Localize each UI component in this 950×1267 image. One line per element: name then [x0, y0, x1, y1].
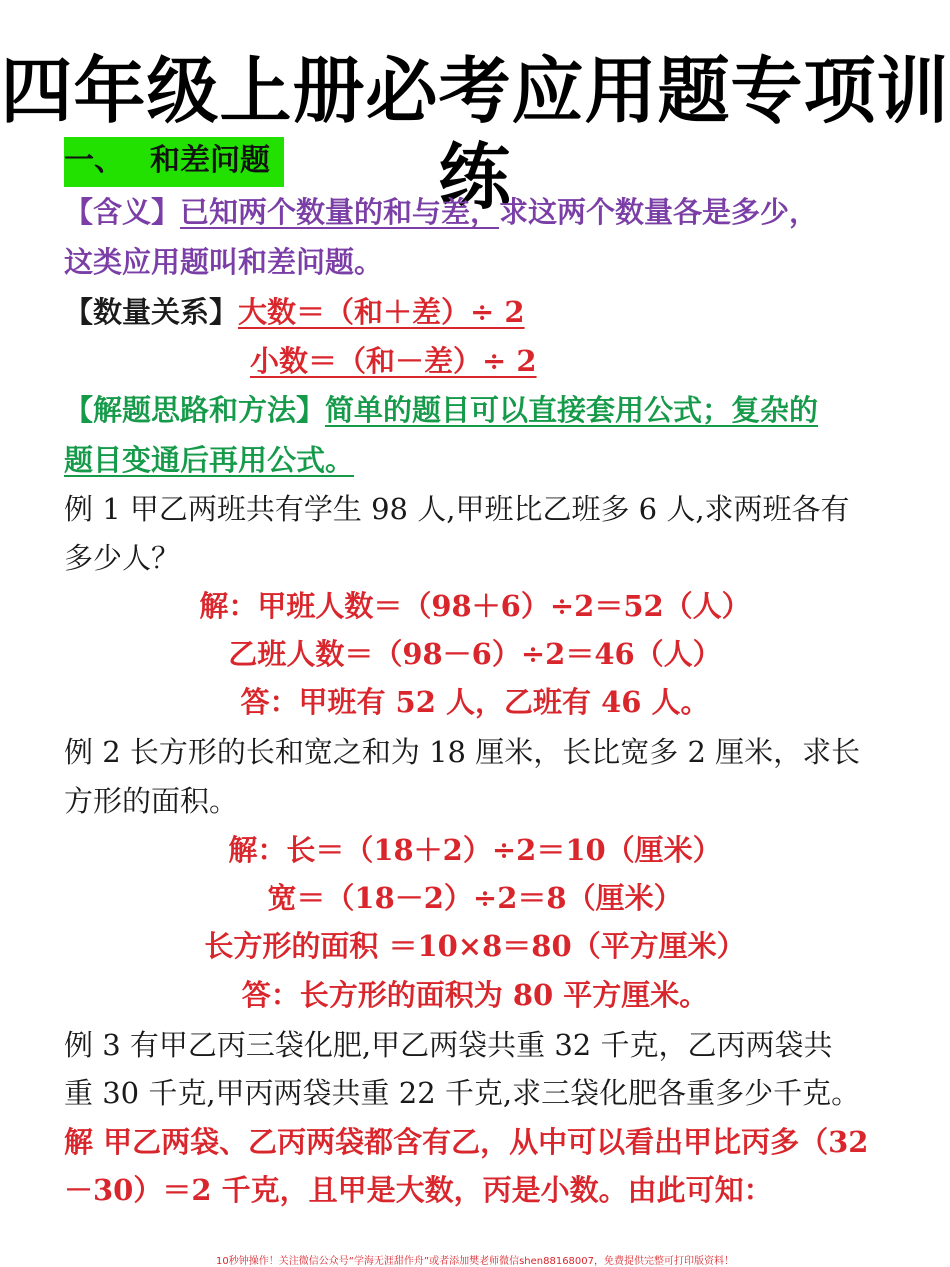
meaning-line-2: 这类应用题叫和差问题。 [64, 245, 384, 279]
meaning-text-2: 求这两个数量各是多少， [499, 195, 819, 229]
example3-question-1: 例 3 有甲乙丙三袋化肥,甲乙两袋共重 32 千克，乙丙两袋共 [64, 1028, 833, 1062]
example3-question-2: 重 30 千克,甲丙两袋共重 22 千克,求三袋化肥各重多少千克。 [64, 1076, 861, 1110]
page-title: 四年级上册必考应用题专项训练 [0, 49, 950, 219]
example2-answer-2: 宽＝（18－2）÷2＝8（厘米） [267, 881, 683, 915]
example1-answer-3: 答：甲班有 52 人，乙班有 46 人。 [240, 685, 710, 719]
example2-question-1: 例 2 长方形的长和宽之和为 18 厘米，长比宽多 2 厘米，求长 [64, 735, 861, 769]
relation-formula-2: 小数＝（和－差）÷ 2 [250, 344, 537, 378]
example2-answer-1: 解：长＝（18＋2）÷2＝10（厘米） [228, 833, 722, 867]
example2-answer-4: 答：长方形的面积为 80 平方厘米。 [241, 978, 709, 1012]
footer-note: 10秒钟操作！关注微信公众号“学海无涯甜作舟”或者添加樊老师微信shen88168007，免费提供完整可打印版资料！ [215, 1256, 735, 1267]
relation-formula-1: 大数＝（和＋差）÷ 2 [238, 295, 525, 329]
section-name: 和差问题 [150, 143, 270, 178]
meaning-text-1: 已知两个数量的和与差， [180, 195, 500, 229]
example3-answer-2: －30）＝2 千克，且甲是大数，丙是小数。由此可知： [64, 1173, 773, 1207]
method-tag: 【解题思路和方法】 [64, 393, 326, 427]
relation-line-1 [64, 292, 525, 332]
relation-tag: 【数量关系】 [64, 295, 239, 329]
example1-answer-2: 乙班人数＝（98－6）÷2＝46（人） [228, 637, 722, 671]
section-number: 一、 [64, 143, 124, 178]
method-text-1: 简单的题目可以直接套用公式；复杂的 [325, 393, 819, 427]
example3-answer-1: 解 甲乙两袋、乙丙两袋都含有乙，从中可以看出甲比丙多（32 [64, 1125, 869, 1159]
method-line-1 [64, 390, 818, 430]
example2-answer-3: 长方形的面积 ＝10×8＝80（平方厘米） [204, 929, 746, 963]
section-heading [64, 137, 284, 187]
example1-answer-1: 解：甲班人数＝（98＋6）÷2＝52（人） [199, 589, 751, 623]
method-text-2: 题目变通后再用公式。 [64, 443, 355, 477]
example2-question-2: 方形的面积。 [64, 784, 239, 818]
example1-question-2: 多少人？ [64, 541, 181, 575]
meaning-line-1 [64, 192, 818, 232]
example1-question-1: 例 1 甲乙两班共有学生 98 人,甲班比乙班多 6 人,求两班各有 [64, 492, 850, 526]
meaning-tag: 【含义】 [64, 195, 181, 229]
